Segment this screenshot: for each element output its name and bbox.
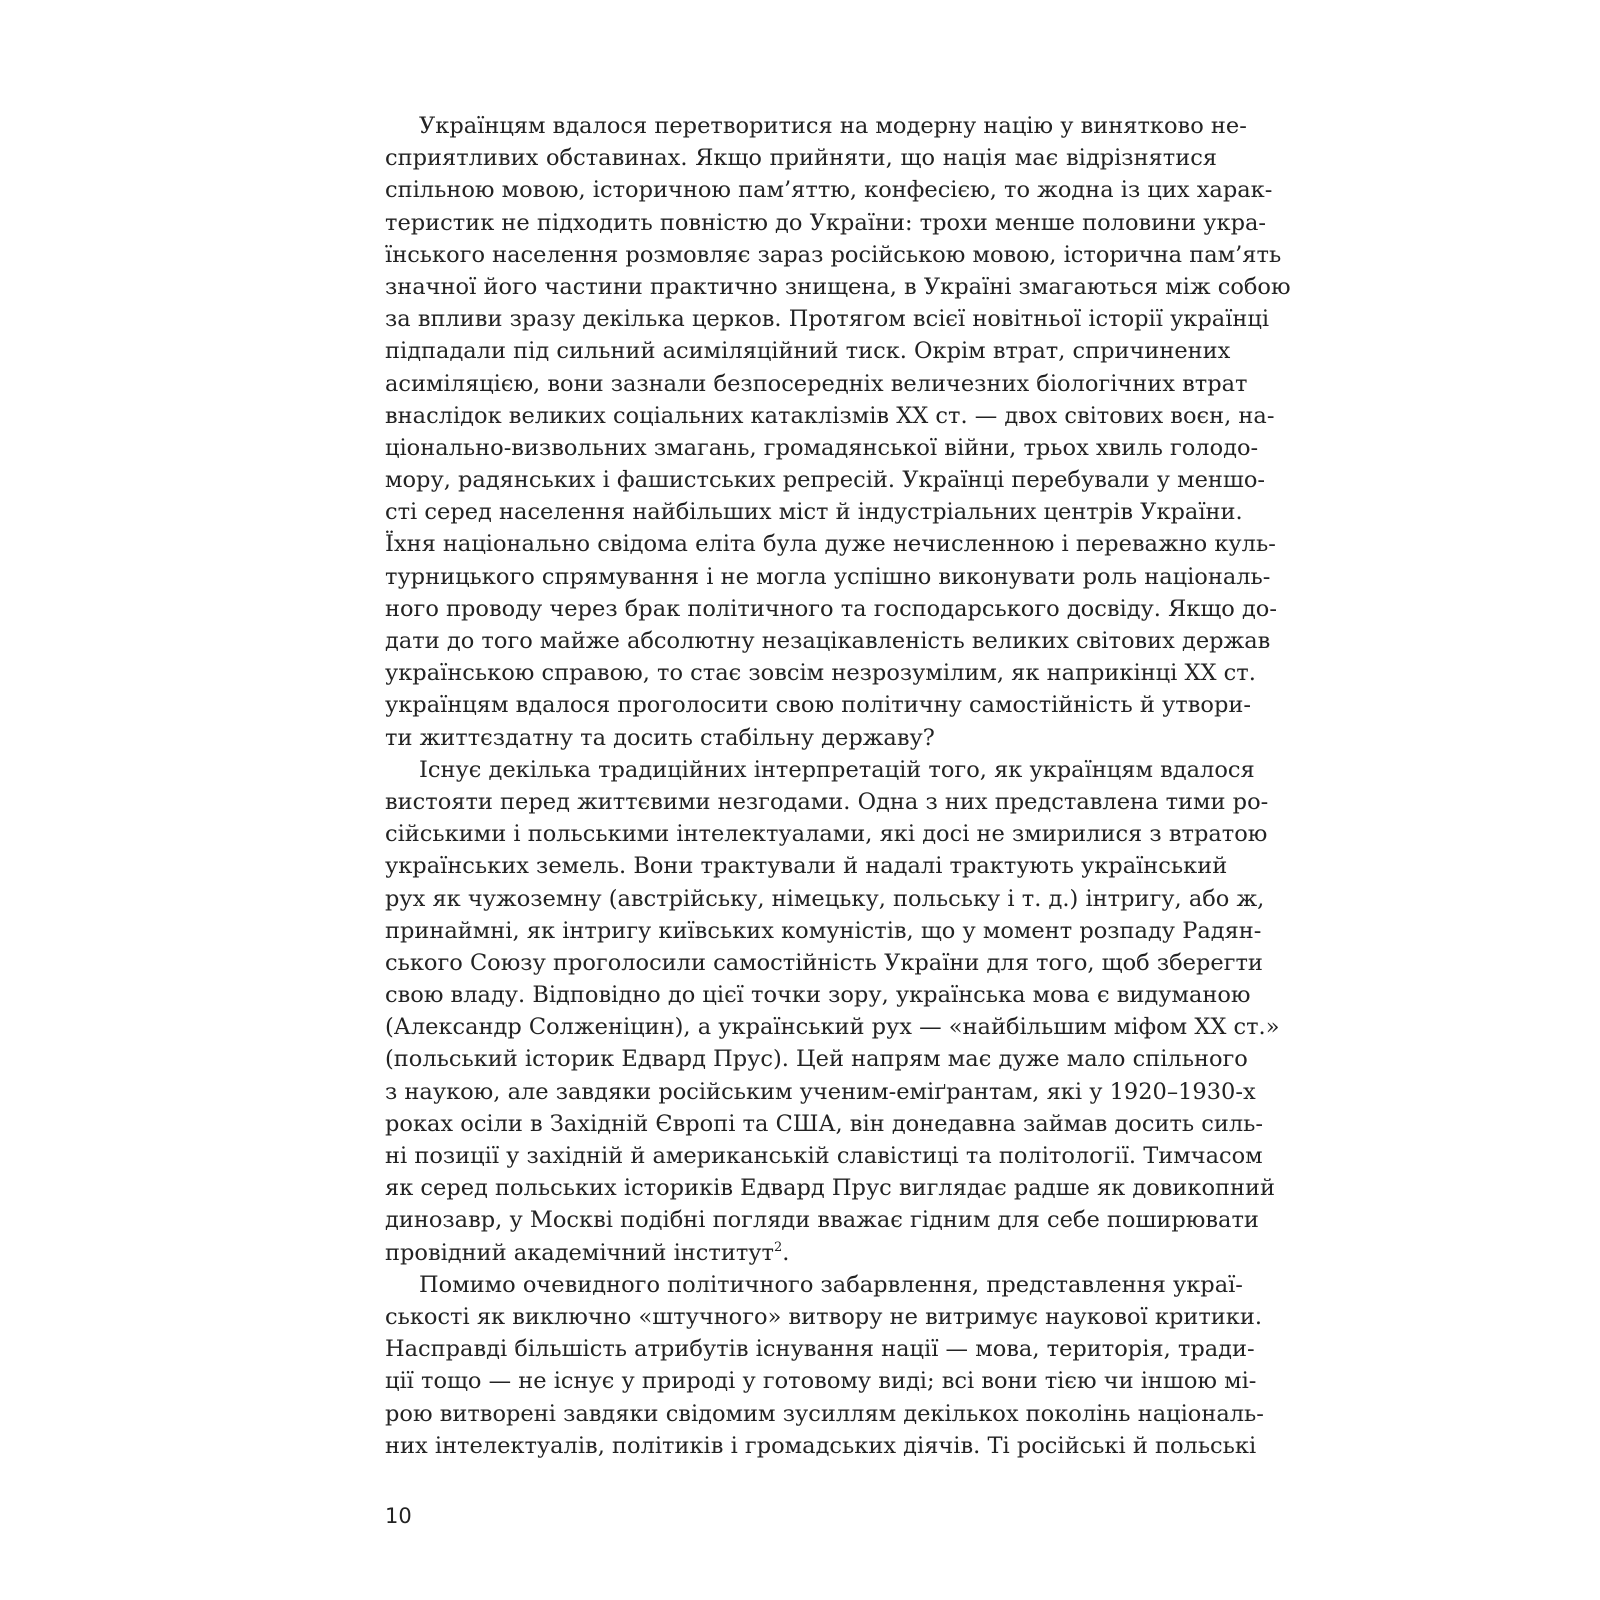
text-line: дати до того майже абсолютну незацікавленість великих світових держав: [385, 628, 1271, 654]
text-line: Насправді більшість атрибутів існування нації — мова, територія, тради-: [385, 1336, 1255, 1363]
text-line: Існує декілька традиційних інтерпретацій того, як українцям вдалося: [419, 756, 1255, 783]
text-line: теристик не підходить повністю до України: трохи менше половини укра-: [385, 209, 1267, 236]
text-line: [385, 1237, 1217, 1269]
text-line-content: провідний академічний інститут: [385, 1239, 774, 1266]
text-line: значної його частини практично знищена, в Україні змагаються між собою: [385, 273, 1291, 300]
text-line: сійськими і польськими інтелектуалами, які досі не змирилися з втратою: [385, 821, 1268, 848]
text-line: них інтелектуалів, політиків і громадських діячів. Ті російські й польські: [385, 1432, 1257, 1459]
page-number: 10: [385, 1504, 412, 1528]
page-body: [385, 110, 1291, 1462]
text-line: свою владу. Відповідно до цієї точки зору, українська мова є видуманою: [385, 982, 1251, 1009]
text-line: ськості як виключно «штучного» витвору не витримує наукової критики.: [385, 1303, 1263, 1330]
text-line: як серед польських істориків Едвард Прус виглядає радше як довикопний: [385, 1175, 1276, 1202]
text-line: вистояти перед життєвими незгодами. Одна з них представлена тими ро-: [385, 788, 1269, 815]
sentence-period: .: [782, 1239, 790, 1266]
text-line: українцям вдалося проголосити свою політичну самостійність й утвори-: [385, 692, 1251, 719]
text-line: ського Союзу проголосили самостійність України для того, щоб зберегти: [385, 949, 1263, 976]
text-line: динозавр, у Москві подібні погляди вважає гідним для себе поширювати: [385, 1207, 1259, 1234]
text-line: принаймні, як інтригу київських комуністів, що у момент розпаду Радян-: [385, 917, 1262, 944]
text-line: за впливи зразу декілька церков. Протягом всієї новітньої історії українці: [385, 306, 1270, 333]
text-line: мору, радянських і фашистських репресій. Українці перебували у меншо-: [385, 467, 1265, 494]
text-line: ції тощо — не існує у природі у готовому виді; всі вони тією чи іншою мі-: [385, 1368, 1257, 1395]
text-line: рою витворені завдяки свідомим зусиллям декількох поколінь національ-: [385, 1400, 1264, 1427]
text-line: Українцям вдалося перетворитися на модерну націю у винятково не-: [419, 113, 1247, 139]
text-line: сті серед населення найбільших міст й індустріальних центрів України.: [385, 499, 1243, 526]
footnote-reference[interactable]: 2: [773, 1239, 783, 1255]
text-line: сприятливих обставинах. Якщо прийняти, що нація має відрізнятися: [385, 145, 1217, 172]
text-line: з наукою, але завдяки російським ученим-еміґрантам, які у 1920–1930-х: [385, 1078, 1256, 1105]
text-line: ного проводу через брак політичного та господарського досвіду. Якщо до-: [385, 595, 1277, 622]
text-line: рух як чужоземну (австрійську, німецьку, польську і т. д.) інтригу, або ж,: [385, 885, 1265, 912]
text-line: їнського населення розмовляє зараз російською мовою, історична пам’ять: [385, 241, 1282, 268]
text-line: асиміляцією, вони зазнали безпосередніх величезних біологічних втрат: [385, 370, 1248, 397]
text-line: ціонально-визвольних змагань, громадянської війни, трьох хвиль голодо-: [385, 434, 1259, 461]
text-line: Їхня національно свідома еліта була дуже нечисленною і переважно куль-: [385, 531, 1276, 558]
text-line: українською справою, то стає зовсім незрозумілим, як наприкінці ХХ ст.: [385, 660, 1256, 687]
text-line: підпадали під сильний асиміляційний тиск. Окрім втрат, спричинених: [385, 338, 1231, 365]
text-line: Помимо очевидного політичного забарвлення, представлення украї-: [419, 1271, 1243, 1298]
text-line: спільною мовою, історичною пам’яттю, конфесією, то жодна із цих харак-: [385, 177, 1273, 204]
text-line: (Александр Солженіцин), а український рух — «найбільшим міфом ХХ ст.»: [385, 1014, 1280, 1041]
text-line: внаслідок великих соціальних катаклізмів ХХ ст. — двох світових воєн, на-: [385, 402, 1275, 429]
text-line: ти життєздатну та досить стабільну державу?: [385, 724, 935, 751]
text-line: (польський історик Едвард Прус). Цей напрям має дуже мало спільного: [385, 1046, 1248, 1073]
text-line: роках осіли в Західній Європі та США, він донедавна займав досить силь-: [385, 1110, 1264, 1137]
text-line: турницького спрямування і не могла успішно виконувати роль національ-: [385, 563, 1271, 590]
text-line: українських земель. Вони трактували й надалі трактують український: [385, 853, 1228, 880]
text-line: ні позиції у західній й американській славістиці та політології. Тимчасом: [385, 1143, 1263, 1169]
